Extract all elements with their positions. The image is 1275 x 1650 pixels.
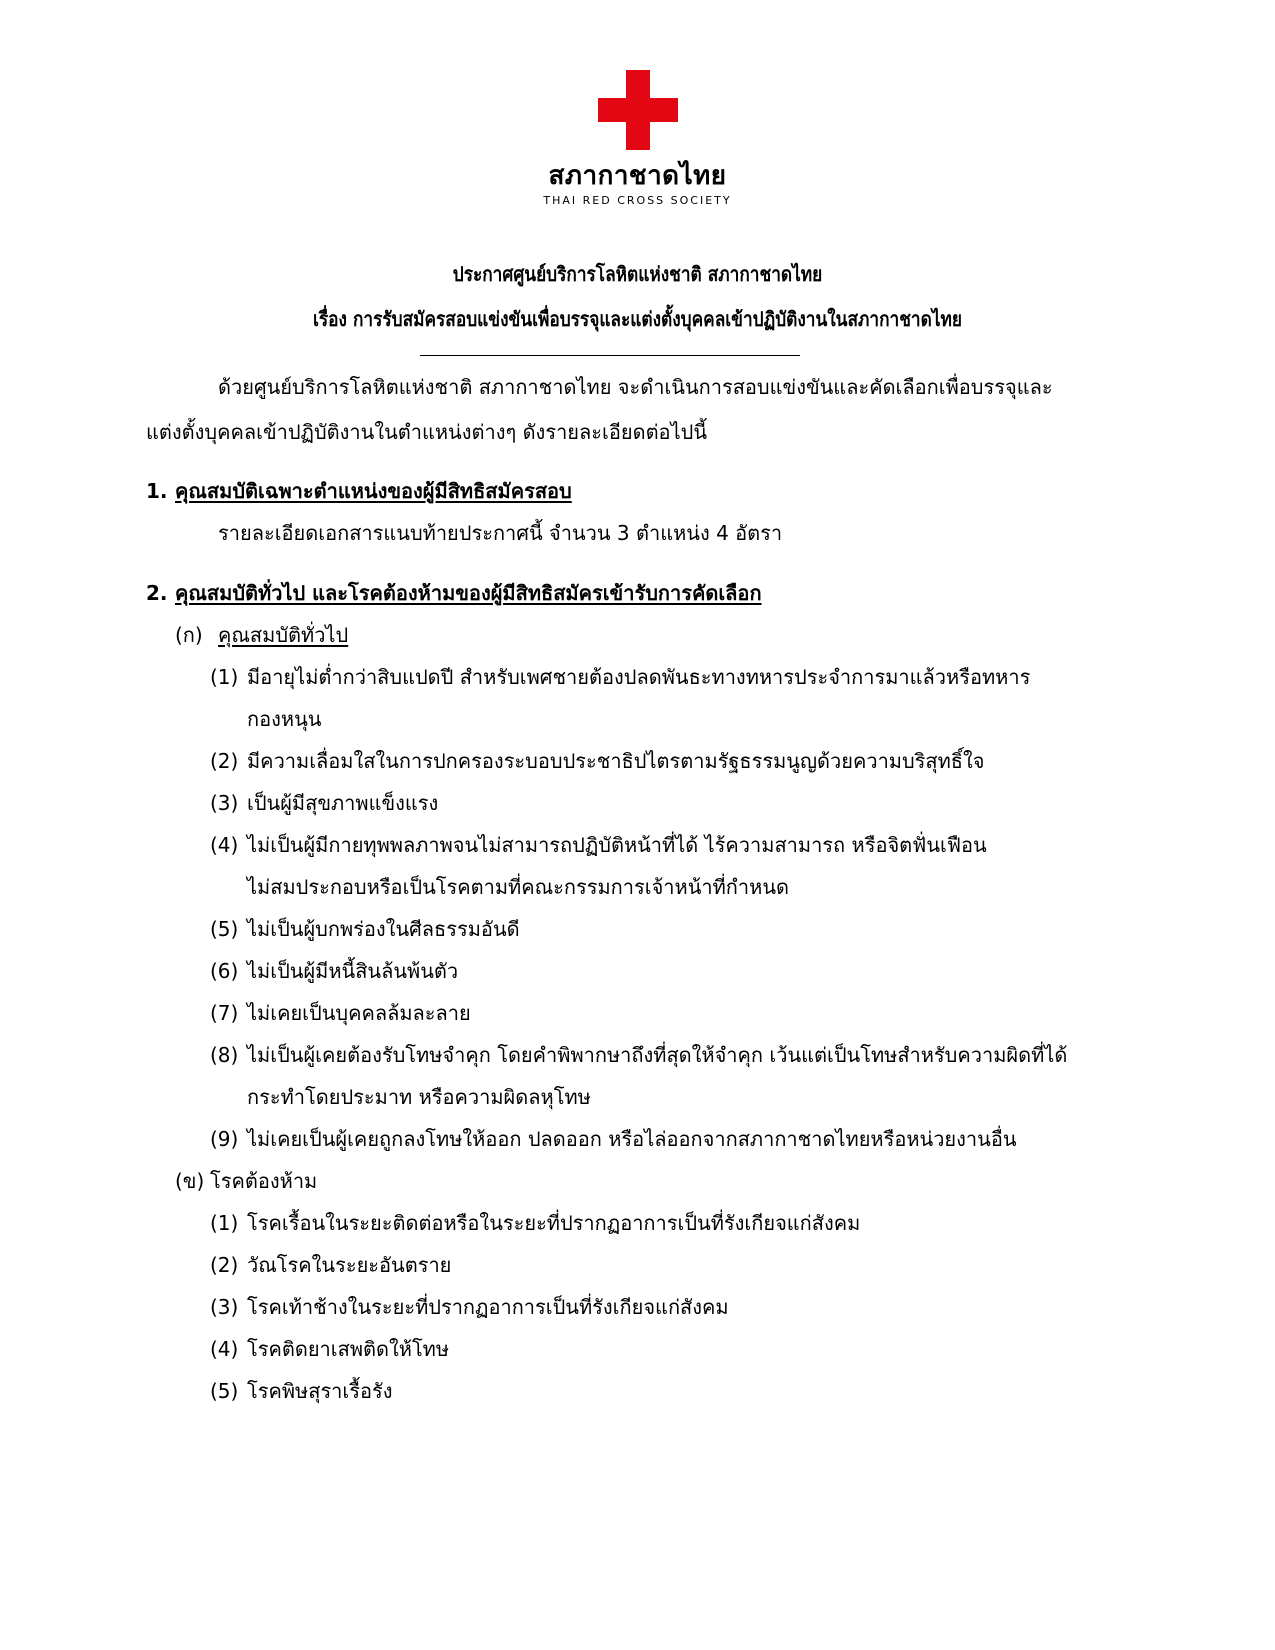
section-1-body: รายละเอียดเอกสารแนบท้ายประกาศนี้ จำนวน 3 ตำแหน่ง 4 อัตรา bbox=[218, 521, 783, 545]
list-item-number: (1) bbox=[210, 665, 239, 689]
thai-red-cross-logo bbox=[0, 70, 1275, 207]
list-item-number: (4) bbox=[210, 1337, 239, 1361]
sub-b-marker: (ข) bbox=[175, 1169, 205, 1193]
list-item: เป็นผู้มีสุขภาพแข็งแรง bbox=[247, 791, 439, 815]
list-item-number: (4) bbox=[210, 833, 239, 857]
red-cross-icon bbox=[598, 70, 678, 150]
list-item: โรคเรื้อนในระยะติดต่อหรือในระยะที่ปรากฏอาการเป็นที่รังเกียจแก่สังคม bbox=[247, 1211, 861, 1235]
list-item-number: (3) bbox=[210, 1295, 239, 1319]
list-item: ไม่เป็นผู้เคยต้องรับโทษจำคุก โดยคำพิพากษาถึงที่สุดให้จำคุก เว้นแต่เป็นโทษสำหรับความผิดที่ได้ bbox=[247, 1043, 1068, 1067]
list-item-number: (1) bbox=[210, 1211, 239, 1235]
intro-line-2: แต่งตั้งบุคคลเข้าปฏิบัติงานในตำแหน่งต่างๆ ดังรายละเอียดต่อไปนี้ bbox=[146, 420, 707, 444]
sub-a-heading: คุณสมบัติทั่วไป bbox=[218, 623, 349, 647]
section-2-heading: คุณสมบัติทั่วไป และโรคต้องห้ามของผู้มีสิทธิสมัครเข้ารับการคัดเลือก bbox=[175, 581, 762, 605]
sub-b-heading: โรคต้องห้าม bbox=[210, 1169, 318, 1193]
list-item-number: (3) bbox=[210, 791, 239, 815]
list-item: โรคเท้าช้างในระยะที่ปรากฏอาการเป็นที่รังเกียจแก่สังคม bbox=[247, 1295, 729, 1319]
intro-line-1: ด้วยศูนย์บริการโลหิตแห่งชาติ สภากาชาดไทย จะดำเนินการสอบแข่งขันและคัดเลือกเพื่อบรรจุและ bbox=[218, 375, 1053, 399]
section-2-number: 2. bbox=[146, 581, 168, 605]
list-item-number: (2) bbox=[210, 1253, 239, 1277]
list-item-continuation: ไม่สมประกอบหรือเป็นโรคตามที่คณะกรรมการเจ้าหน้าที่กำหนด bbox=[247, 875, 789, 899]
list-item: ไม่เคยเป็นผู้เคยถูกลงโทษให้ออก ปลดออก หรือไล่ออกจากสภากาชาดไทยหรือหน่วยงานอื่น bbox=[247, 1127, 1017, 1151]
list-item: โรคติดยาเสพติดให้โทษ bbox=[247, 1337, 450, 1361]
list-item: ไม่เป็นผู้มีกายทุพพลภาพจนไม่สามารถปฏิบัติหน้าที่ได้ ไร้ความสามารถ หรือจิตฟั่นเฟือน bbox=[247, 833, 987, 857]
logo-thai-name: สภากาชาดไทย bbox=[548, 161, 727, 191]
list-item: ไม่เป็นผู้บกพร่องในศีลธรรมอันดี bbox=[247, 917, 520, 941]
logo-english-name: THAI RED CROSS SOCIETY bbox=[543, 194, 732, 207]
title-divider bbox=[420, 355, 800, 356]
section-1-number: 1. bbox=[146, 479, 168, 503]
list-item-number: (7) bbox=[210, 1001, 239, 1025]
list-item-number: (8) bbox=[210, 1043, 239, 1067]
list-item: โรคพิษสุราเรื้อรัง bbox=[247, 1379, 393, 1403]
list-item-number: (6) bbox=[210, 959, 239, 983]
announcement-subject: เรื่อง การรับสมัครสอบแข่งขันเพื่อบรรจุและแต่งตั้งบุคคลเข้าปฏิบัติงานในสภากาชาดไทย bbox=[313, 307, 962, 331]
list-item: มีความเลื่อมใสในการปกครองระบอบประชาธิปไตรตามรัฐธรรมนูญด้วยความบริสุทธิ์ใจ bbox=[247, 749, 985, 773]
list-item: มีอายุไม่ต่ำกว่าสิบแปดปี สำหรับเพศชายต้องปลดพันธะทางทหารประจำการมาแล้วหรือทหาร bbox=[247, 665, 1031, 689]
list-item-number: (5) bbox=[210, 1379, 239, 1403]
list-item-number: (9) bbox=[210, 1127, 239, 1151]
list-item: ไม่เป็นผู้มีหนี้สินล้นพ้นตัว bbox=[247, 959, 459, 983]
list-item: ไม่เคยเป็นบุคคลล้มละลาย bbox=[247, 1001, 471, 1025]
list-item-number: (2) bbox=[210, 749, 239, 773]
section-1-heading: คุณสมบัติเฉพาะตำแหน่งของผู้มีสิทธิสมัครสอบ bbox=[175, 479, 572, 503]
list-item-continuation: กองหนุน bbox=[247, 707, 322, 731]
list-item: วัณโรคในระยะอันตราย bbox=[247, 1253, 452, 1277]
list-item-number: (5) bbox=[210, 917, 239, 941]
list-item-continuation: กระทำโดยประมาท หรือความผิดลหุโทษ bbox=[247, 1085, 591, 1109]
announcement-title: ประกาศศูนย์บริการโลหิตแห่งชาติ สภากาชาดไทย bbox=[452, 262, 823, 286]
sub-a-marker: (ก) bbox=[175, 623, 203, 647]
